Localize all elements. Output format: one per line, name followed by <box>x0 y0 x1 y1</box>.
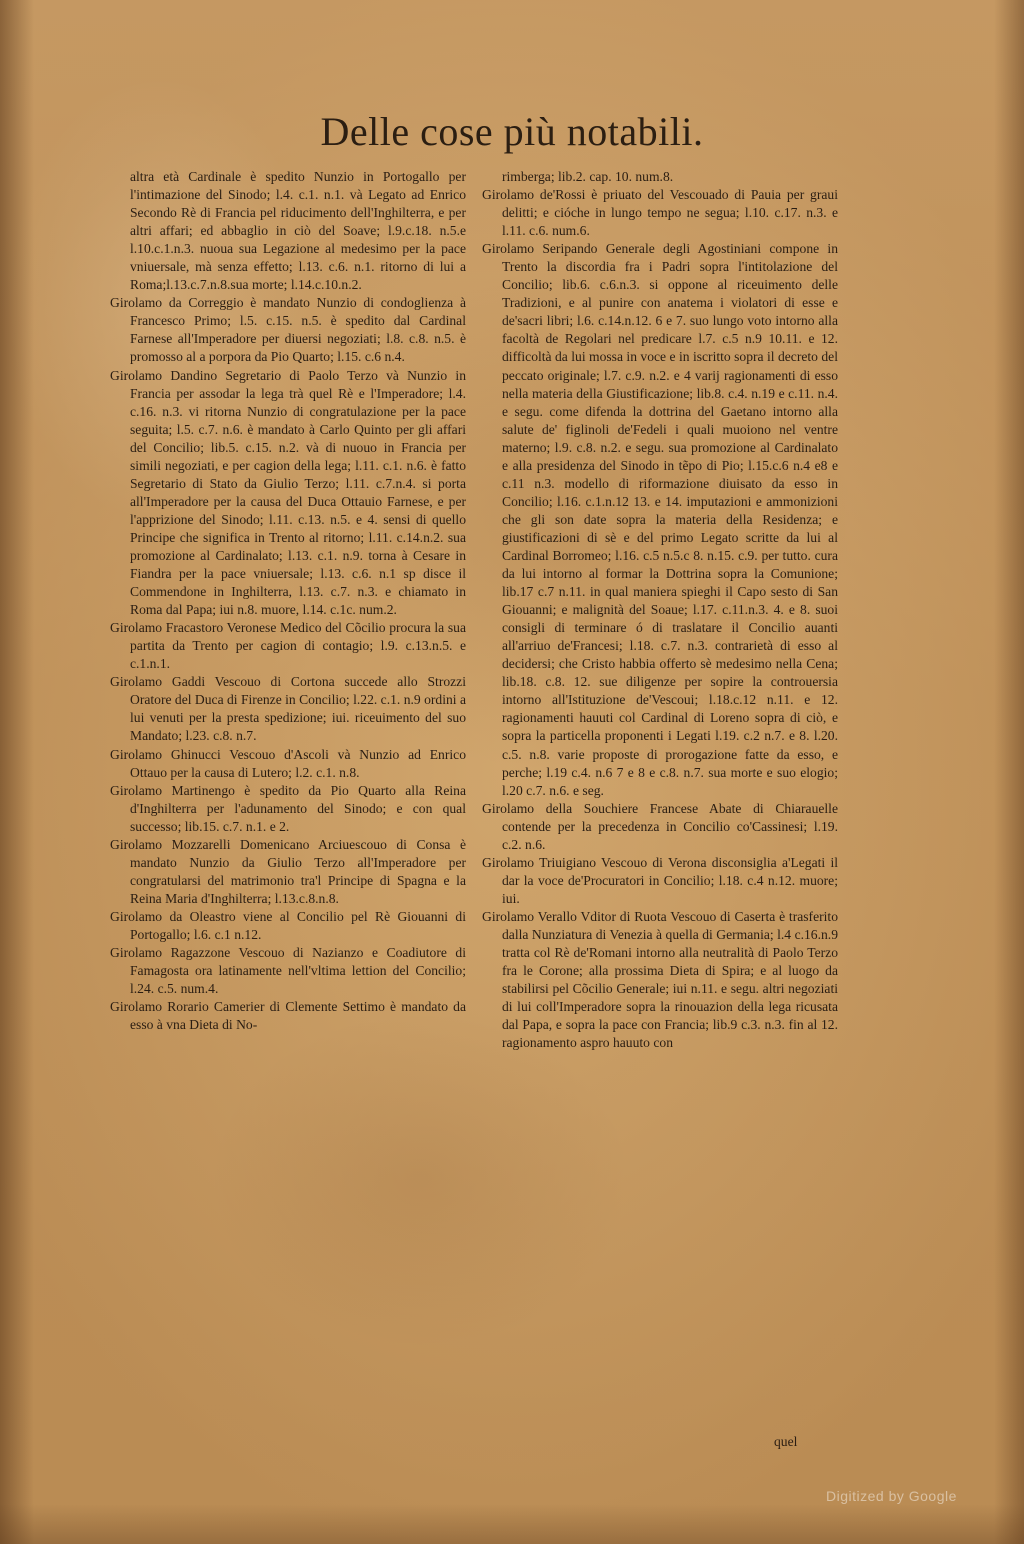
index-entry: Girolamo Verallo Vditor di Ruota Vescouo di Caserta è trasferito dalla Nunziatura di Venezia à quella di Germania; l.4 c.16.n.9 tratta col Rè de'Romani intorno alla neutralità di Paolo Terzo fra le Corone; alla prossima Dieta di Spira; e al luogo da stabilirsi pel Cõcilio Generale; iui n.11. e segu. altri negoziati di lui coll'Imperadore sopra la rinouazion della lega ricusata dal Papa, e sopra la pace con Francia; lib.9 c.3. n.3. fin al 12. ragionamento aspro hauuto con <box>482 908 838 1051</box>
index-entry: Girolamo della Souchiere Francese Abate di Chiarauelle contende per la precedenza in Concilio co'Cassinesi; l.19. c.2. n.6. <box>482 800 838 852</box>
index-entry: Girolamo Mozzarelli Domenicano Arciuescouo di Consa è mandato Nunzio da Giulio Terzo all'Imperadore per congratularsi del matrimonio tra'l Principe di Spagna e la Reina Maria d'Inghilterra; l.13.c.8.n.8. <box>110 836 466 906</box>
catchword: quel <box>774 1434 798 1449</box>
page-edge-shadow-right <box>994 0 1024 1544</box>
index-entry: altra età Cardinale è spedito Nunzio in Portogallo per l'intimazione del Sinodo; l.4. c.1. n.1. và Legato ad Enrico Secondo Rè di Francia pel riducimento dell'Inghilterra, e per altri affari; ed abbaglio in ciò del Soave; l.9.c.18. n.5.e l.10.c.1.n.3. nuoua sua Legazione al medesimo per la pace vniuersale, mà senza effetto; l.13. c.6. n.1. ritorno di lui a Roma;l.13.c.7.n.8.sua morte; l.14.c.10.n.2. <box>130 169 466 293</box>
index-column-right <box>482 168 838 1052</box>
page-edge-shadow-bottom <box>0 1504 1024 1544</box>
index-entry: Girolamo de'Rossi è priuato del Vescouado di Pauia per graui delitti; e cióche in lungo tempo ne segua; l.10. c.17. n.3. e l.11. c.6. num.6. <box>482 187 838 239</box>
index-entry: Girolamo Ghinucci Vescouo d'Ascoli và Nunzio ad Enrico Ottauo per la causa di Lutero; l.2. c.1. n.8. <box>110 746 466 780</box>
index-entry: Girolamo Triuigiano Vescouo di Verona disconsiglia a'Legati il dar la voce de'Procuratori in Concilio; l.18. c.4 n.12. muore; iui. <box>482 854 838 906</box>
index-entry: Girolamo Dandino Segretario di Paolo Terzo và Nunzio in Francia per assodar la lega trà quel Rè e l'Imperadore; l.4. c.16. n.3. vi ritorna Nunzio di congratulazione per la pace seguita; l.5. c.7. n.6. è mandato à Carlo Quinto per gli affari del Concilio; lib.5. c.15. n.2. và di nuouo in Francia per simili negoziati, e per cagion della lega; l.11. c.1. n.6. è fatto Segretario di Stato da Giulio Terzo; l.11. c.7.n.4. si porta all'Imperadore per la causa del Duca Ottauio Farnese, e per l'apprizione del Sinodo; l.11. c.13. n.5. e 4. sensi di quello Principe che significa in Trento al ritorno; l.11. c.14.n.2. sua promozione al Cardinalato; l.13. c.1. n.9. torna à Cesare in Fiandra per la pace vniuersale; l.13. c.6. n.1 sp disce il Commendone in Inghilterra, l.13. c.7. n.3. e chiamato in Roma dal Papa; iui n.8. muore, l.14. c.1c. num.2. <box>110 367 466 618</box>
index-entry: Girolamo Fracastoro Veronese Medico del Cõcilio procura la sua partita da Trento per cagion di contagio; l.9. c.13.n.5. e c.1.n.1. <box>110 620 466 672</box>
index-entry: Girolamo Ragazzone Vescouo di Nazianzo e Coadiutore di Famagosta ora latinamente nell'vltima lettion del Concilio; l.24. c.5. num.4. <box>110 945 466 997</box>
index-entry: Girolamo da Correggio è mandato Nunzio di condoglienza à Francesco Primo; l.5. c.15. n.5. è spedito dal Cardinal Farnese all'Imperadore per diuersi negoziati; l.8. c.8. n.5. è promosso al a porpora da Pio Quarto; l.15. c.6 n.4. <box>110 295 466 365</box>
index-entry: Girolamo da Oleastro viene al Concilio pel Rè Giouanni di Portogallo; l.6. c.1 n.12. <box>110 908 466 942</box>
index-entry: Girolamo Seripando Generale degli Agostiniani compone in Trento la discordia fra i Padri sopra l'intitolazione del Concilio; lib.6. c.6.n.3. si oppone al riceuimento delle Tradizioni, e al punire con anatema i violatori di esse e de'sacri libri; l.6. c.14.n.12. 6 e 7. suo lungo voto intorno alla facoltà de Regolari nel predicare l.7. c.5 n.9 10.11. e 12. difficoltà da lui mossa in voce e in iscritto sopra il decreto del peccato originale; l.7. c.9. n.2. e 4 varij ragionamenti di esso nella materia della Giustificazione; lib.8. c.4. n.19 e c.11. n.4. e segu. come difenda la dottrina del Gaetano intorno alla salute de' figlinoli de'Fedeli i quali muoiono nel ventre materno; l.9. c.8. n.2. e segu. sua promozione al Cardinalato e alla presidenza del Sinodo in tẽpo di Pio; l.15.c.6 n.4 e8 e c.11 n.3. modello di riformazione diuisato da esso in Concilio; l.16. c.1.n.12 13. e 14. imputazioni e ammonizioni che gli son date sopra la materia della Residenza; e giustificazioni di sè e del primo Legato scritte da lui al Cardinal Borromeo; l.16. c.5 n.5.c 8. n.15. c.9. per tutto. cura da lui intorno al formar la Dottrina sopra la Comunione; lib.17 c.7 n.11. in qual maniera spieghi il Capo sesto di San Giouanni; e malignità del Soaue; l.17. c.11.n.3. 4. e 8. suoi consigli di terminare ó di traslatare il Concilio auanti all'arriuo de'Francesi; l.18. c.7. n.3. contrarietà di esso al decidersi; che Cristo habbia offerto sè medesimo nella Cena; lib.18. c.8. 12. sue diligenze per sopire la controuersia intorno all'Istituzione de'Vescoui; l.18.c.12 n.11. e 12. ragionamenti hauuti col Cardinal di Loreno sopra di ciò, e sopra la particella proponenti i Legati l.19. c.2 n.7. e 8. l.20. c.5. n.8. varie proposte di prorogazione fatte da esso, e perche; l.19 c.4. n.6 7 e 8 e c.8. n.7. sua morte e suo elogio; l.20 c.7. n.6. e seg. <box>482 241 838 798</box>
index-entry: Girolamo Rorario Camerier di Clemente Settimo è mandato da esso à vna Dieta di No- <box>110 999 466 1033</box>
digitization-watermark: Digitized by Google <box>826 1488 957 1504</box>
index-column-left <box>110 168 466 1034</box>
index-entry: Girolamo Gaddi Vescouo di Cortona succede allo Strozzi Oratore del Duca di Firenze in Concilio; l.22. c.1. n.9 ordini a lui venuti per la presta spedizione; iui. riceuimento del suo Mandato; l.23. c.8. n.7. <box>110 674 466 744</box>
running-header: Delle cose più notabili. <box>320 109 704 154</box>
index-entry: Girolamo Martinengo è spedito da Pio Quarto alla Reina d'Inghilterra per l'adunamento del Sinodo; e con qual successo; lib.15. c.7. n.1. e 2. <box>110 782 466 834</box>
page-edge-shadow-left <box>0 0 34 1544</box>
index-entry: rimberga; lib.2. cap. 10. num.8. <box>502 169 674 184</box>
